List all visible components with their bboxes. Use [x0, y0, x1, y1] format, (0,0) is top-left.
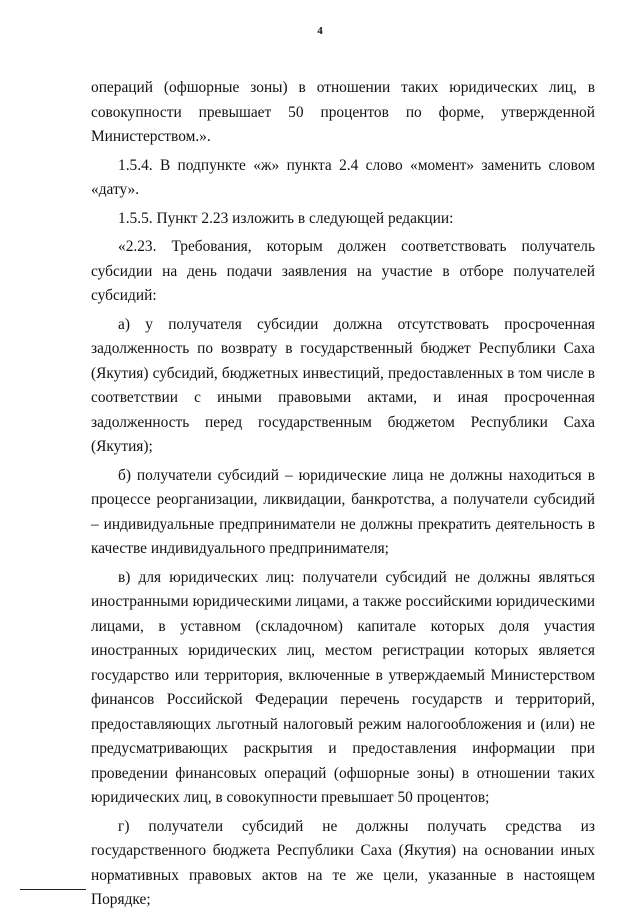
paragraph-item-g: г) получатели субсидий не должны получать средства из государственного бюджета Республики Саха (Якутия) на основании иных нормативных правовых актов на те же цели, указанные в настоящем Порядке;: [91, 817, 595, 908]
paragraph-item-v: в) для юридических лиц: получатели субсидий не должны являться иностранными юридическими лицами, а также российскими юридическими лицами, в уставном (складочном) капитале которых доля участия иностранных юридических лиц, местом регистрации которых является государство или территория, включенные в утверждаемый Министерством финансов Российской Федерации перечень государств и территорий, предоставляющих льготный налоговый режим налогообложения и (или) не предусматривающих раскрытия и предоставления информации при проведении финансовых операций (офшорные зоны) в отношении таких юридических лиц, в совокупности превышает 50 процентов;: [91, 568, 595, 806]
footnote-separator: [20, 889, 86, 890]
paragraph-1-5-4: 1.5.4. В подпункте «ж» пункта 2.4 слово «момент» заменить словом «дату».: [91, 156, 595, 198]
page-number: 4: [317, 25, 323, 37]
paragraph-continuation: операций (офшорные зоны) в отношении таких юридических лиц, в совокупности превышает 50 процентов по форме, утвержденной Министерством.».: [91, 79, 595, 145]
paragraph-2-23: «2.23. Требования, которым должен соответствовать получатель субсидии на день подачи заявления на участие в отборе получателей субсидий:: [91, 238, 595, 304]
paragraph-1-5-5: 1.5.5. Пункт 2.23 изложить в следующей редакции:: [118, 209, 454, 227]
paragraph-item-a: а) у получателя субсидии должна отсутствовать просроченная задолженность по возврату в государственный бюджет Республики Саха (Якутия) субсидий, бюджетных инвестиций, предоставленных в том числе в соответствии с иными правовыми актами, и иная просроченная задолженность перед государственным бюджетом Республики Саха (Якутия);: [91, 315, 595, 455]
paragraph-item-b: б) получатели субсидий – юридические лица не должны находиться в процессе реорганизации, ликвидации, банкротства, а получатели субсидий – индивидуальные предприниматели не должны прекратить деятельность в качестве индивидуального предпринимателя;: [91, 466, 595, 557]
document-body: [91, 76, 595, 913]
